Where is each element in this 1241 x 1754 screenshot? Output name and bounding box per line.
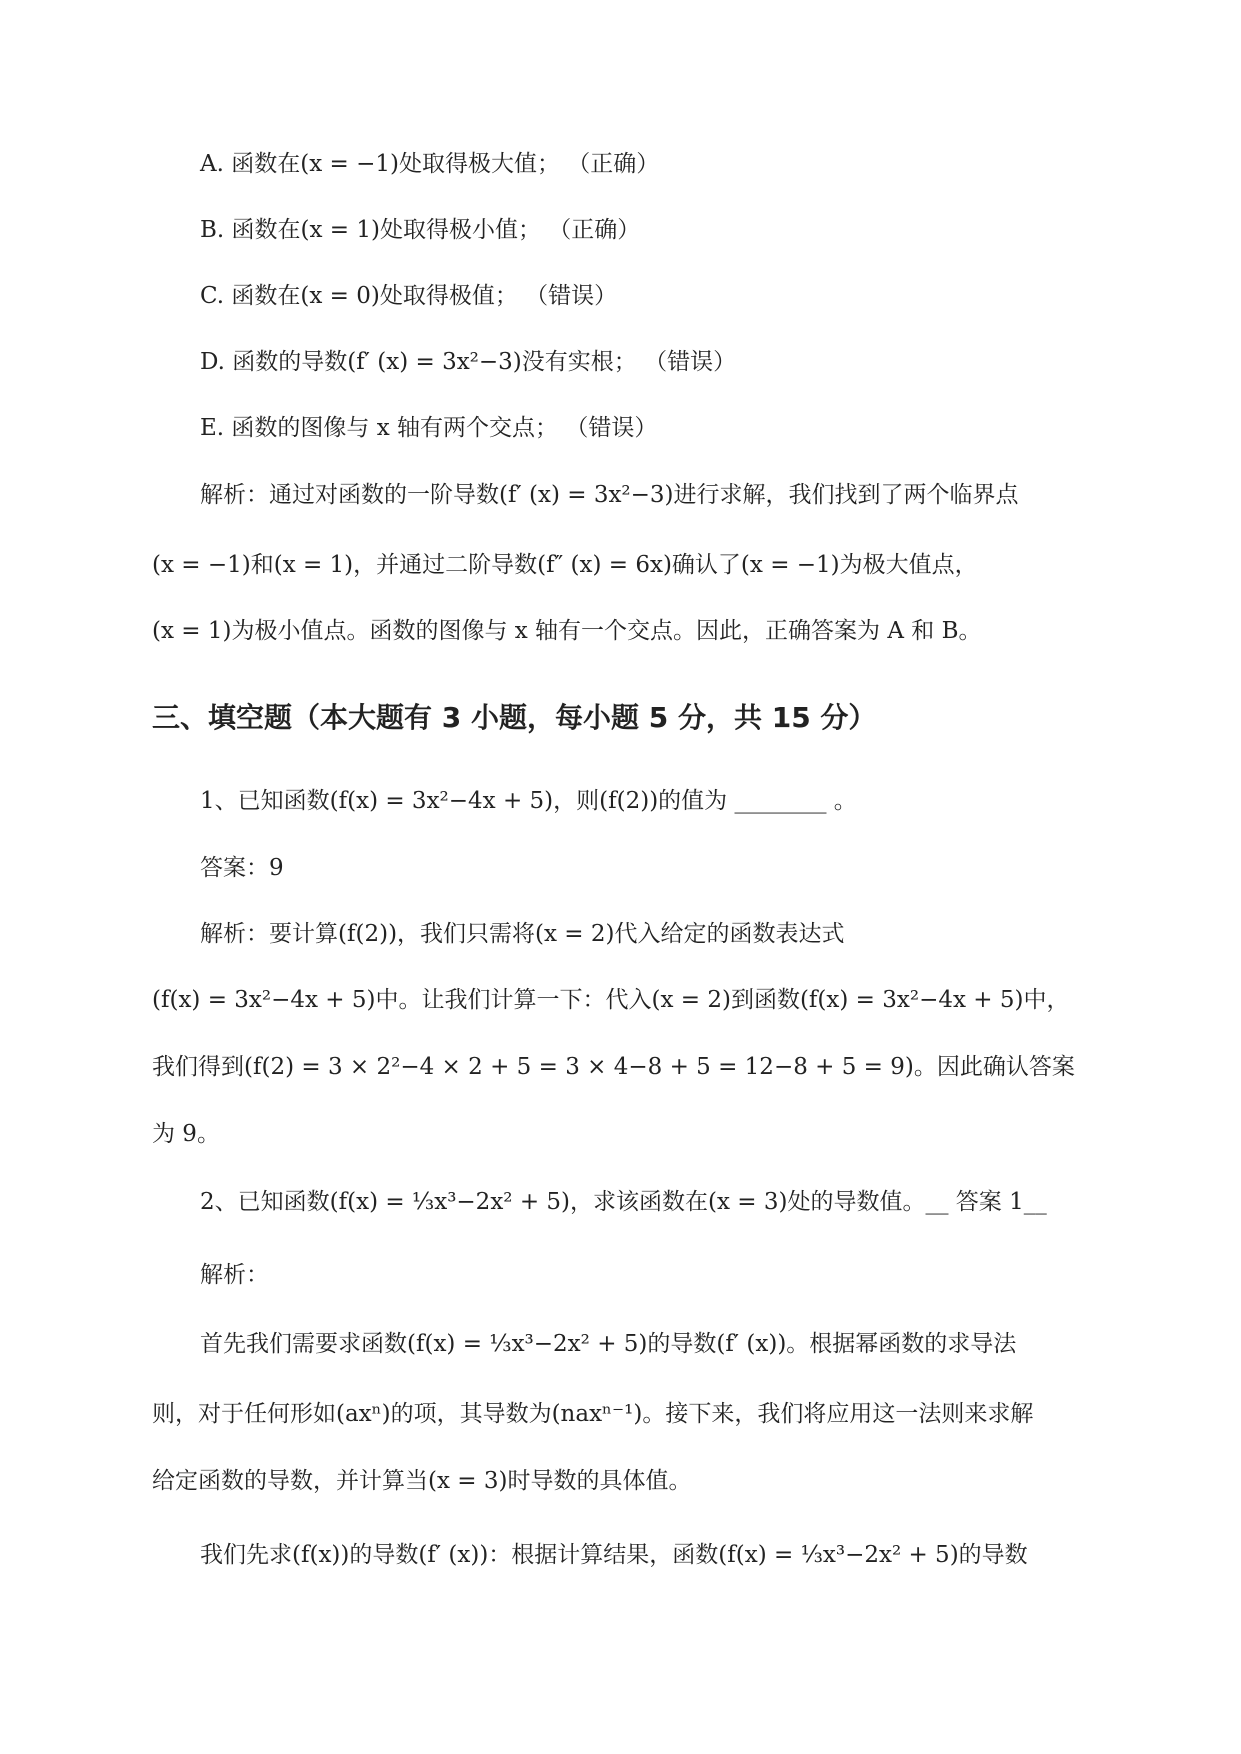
q2-para1-line-2: 则，对于任何形如(axⁿ)的项，其导数为(naxⁿ⁻¹)。接下来，我们将应用这一法则来求解: [152, 1401, 1034, 1427]
q1-analysis-line-1: 解析：要计算(f(2))，我们只需将(x = 2)代入给定的函数表达式: [200, 921, 845, 947]
option-d: D. 函数的导数(f′ (x) = 3x²−3)没有实根； （错误）: [200, 349, 737, 375]
q1-analysis-line-2: (f(x) = 3x²−4x + 5)中。让我们计算一下：代入(x = 2)到函数(f(x) = 3x²−4x + 5)中，: [152, 987, 1070, 1013]
option-e: E. 函数的图像与 x 轴有两个交点； （错误）: [200, 415, 658, 441]
q2-question: 2、已知函数(f(x) = ⅓x³−2x² + 5)，求该函数在(x = 3)处的导数值。__ 答案 1__: [200, 1189, 1047, 1215]
analysis-line-3: (x = 1)为极小值点。函数的图像与 x 轴有一个交点。因此，正确答案为 A 和 B。: [152, 618, 982, 644]
option-b: B. 函数在(x = 1)处取得极小值； （正确）: [200, 217, 641, 243]
option-a: A. 函数在(x = −1)处取得极大值； （正确）: [200, 151, 660, 177]
analysis-line-1: 解析：通过对函数的一阶导数(f′ (x) = 3x²−3)进行求解，我们找到了两个临界点: [200, 482, 1019, 508]
option-c: C. 函数在(x = 0)处取得极值； （错误）: [200, 283, 618, 309]
section-title: 三、填空题（本大题有 3 小题，每小题 5 分，共 15 分）: [152, 701, 877, 734]
q2-para1-line-1: 首先我们需要求函数(f(x) = ⅓x³−2x² + 5)的导数(f′ (x))。根据幂函数的求导法: [200, 1331, 1017, 1357]
q2-analysis-label: 解析：: [200, 1262, 269, 1288]
q1-question: 1、已知函数(f(x) = 3x²−4x + 5)，则(f(2))的值为 ________ 。: [200, 788, 857, 814]
q1-answer: 答案：9: [200, 855, 284, 881]
analysis-line-2: (x = −1)和(x = 1)，并通过二阶导数(f″ (x) = 6x)确认了(x = −1)为极大值点，: [152, 552, 978, 578]
q1-analysis-line-3: 我们得到(f(2) = 3 × 2²−4 × 2 + 5 = 3 × 4−8 + 5 = 12−8 + 5 = 9)。因此确认答案: [152, 1054, 1075, 1080]
q2-para2-line-1: 我们先求(f(x))的导数(f′ (x))：根据计算结果，函数(f(x) = ⅓x³−2x² + 5)的导数: [200, 1542, 1028, 1568]
q2-para1-line-3: 给定函数的导数，并计算当(x = 3)时导数的具体值。: [152, 1468, 692, 1494]
q1-analysis-line-4: 为 9。: [152, 1121, 220, 1147]
